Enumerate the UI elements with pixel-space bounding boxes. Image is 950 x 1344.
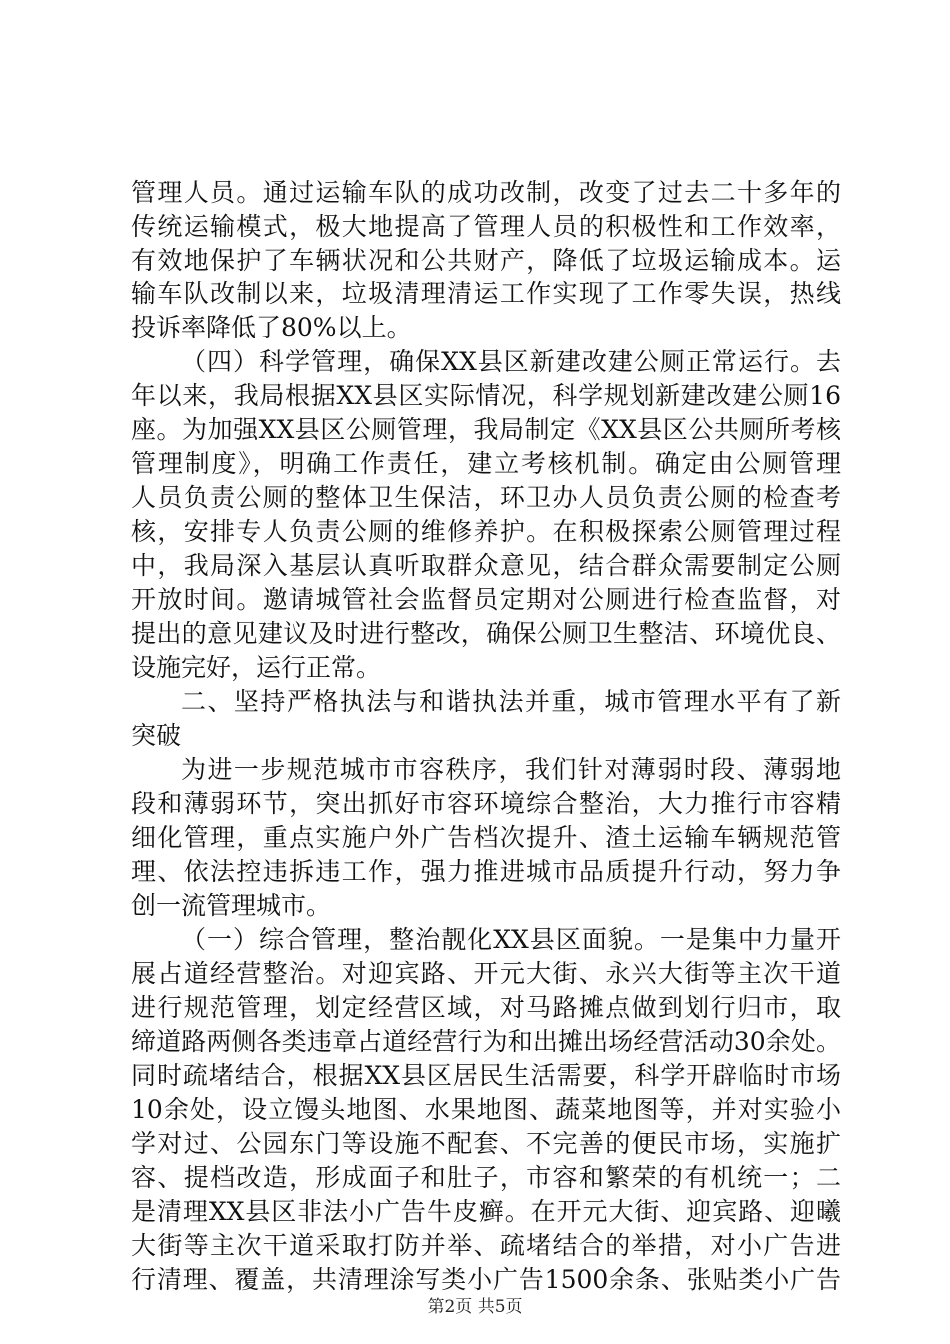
text-line: 缔道路两侧各类违章占道经营行为和出摊出场经营活动30余处。: [131, 1027, 841, 1056]
text-line: 中，我局深入基层认真听取群众意见，结合群众需要制定公厕: [131, 551, 841, 580]
text-line: 是清理XX县区非法小广告牛皮癣。在开元大街、迎宾路、迎曦: [131, 1197, 841, 1226]
text-line: 段和薄弱环节，突出抓好市容环境综合整治，大力推行市容精: [131, 789, 841, 818]
text-line: 年以来，我局根据XX县区实际情况，科学规划新建改建公厕16: [131, 381, 841, 410]
section-heading-line: （四）科学管理，确保XX县区新建改建公厕正常运行。去: [181, 347, 841, 376]
text-line: 座。为加强XX县区公厕管理，我局制定《XX县区公共厕所考核: [131, 415, 841, 444]
text-line: 设施完好，运行正常。: [131, 653, 382, 682]
text-line: 容、提档改造，形成面子和肚子，市容和繁荣的有机统一；二: [131, 1163, 841, 1192]
text-line: 同时疏堵结合，根据XX县区居民生活需要，科学开辟临时市场: [131, 1061, 841, 1090]
text-line: 输车队改制以来，垃圾清理清运工作实现了工作零失误，热线: [131, 279, 841, 308]
text-line: 提出的意见建议及时进行整改，确保公厕卫生整洁、环境优良、: [131, 619, 841, 648]
text-line: 理、依法控违拆违工作，强力推进城市品质提升行动，努力争: [131, 857, 841, 886]
text-line: 投诉率降低了80%以上。: [131, 313, 412, 342]
text-line: 进行规范管理，划定经营区域，对马路摊点做到划行归市，取: [131, 993, 841, 1022]
text-line: 学对过、公园东门等设施不配套、不完善的便民市场，实施扩: [131, 1129, 841, 1158]
text-line: 细化管理，重点实施户外广告档次提升、渣土运输车辆规范管: [131, 823, 841, 852]
text-line: 开放时间。邀请城管社会监督员定期对公厕进行检查监督，对: [131, 585, 841, 614]
text-line: 核，安排专人负责公厕的维修养护。在积极探索公厕管理过程: [131, 517, 841, 546]
text-line: 大街等主次干道采取打防并举、疏堵结合的举措，对小广告进: [131, 1231, 841, 1260]
section-heading-line: 二、坚持严格执法与和谐执法并重，城市管理水平有了新: [181, 687, 841, 716]
text-line: 10余处，设立馒头地图、水果地图、蔬菜地图等，并对实验小: [131, 1095, 841, 1124]
text-line: 行清理、覆盖，共清理涂写类小广告1500余条、张贴类小广告: [131, 1265, 841, 1294]
text-line: 人员负责公厕的整体卫生保洁，环卫办人员负责公厕的检查考: [131, 483, 841, 512]
text-line: 管理人员。通过运输车队的成功改制，改变了过去二十多年的: [131, 178, 841, 207]
text-line: 展占道经营整治。对迎宾路、开元大街、永兴大街等主次干道: [131, 959, 841, 988]
section-heading-line: （一）综合管理，整治靓化XX县区面貌。一是集中力量开: [181, 925, 841, 954]
text-line: 传统运输模式，极大地提高了管理人员的积极性和工作效率，: [131, 212, 841, 241]
text-line: 有效地保护了车辆状况和公共财产，降低了垃圾运输成本。运: [131, 246, 841, 275]
text-line: 创一流管理城市。: [131, 891, 332, 920]
section-heading-line: 突破: [131, 721, 182, 750]
text-line: 为进一步规范城市市容秩序，我们针对薄弱时段、薄弱地: [181, 755, 841, 784]
page-number-footer: 第2页 共5页: [427, 1297, 523, 1317]
text-line: 管理制度》，明确工作责任，建立考核机制。确定由公厕管理: [131, 449, 841, 478]
